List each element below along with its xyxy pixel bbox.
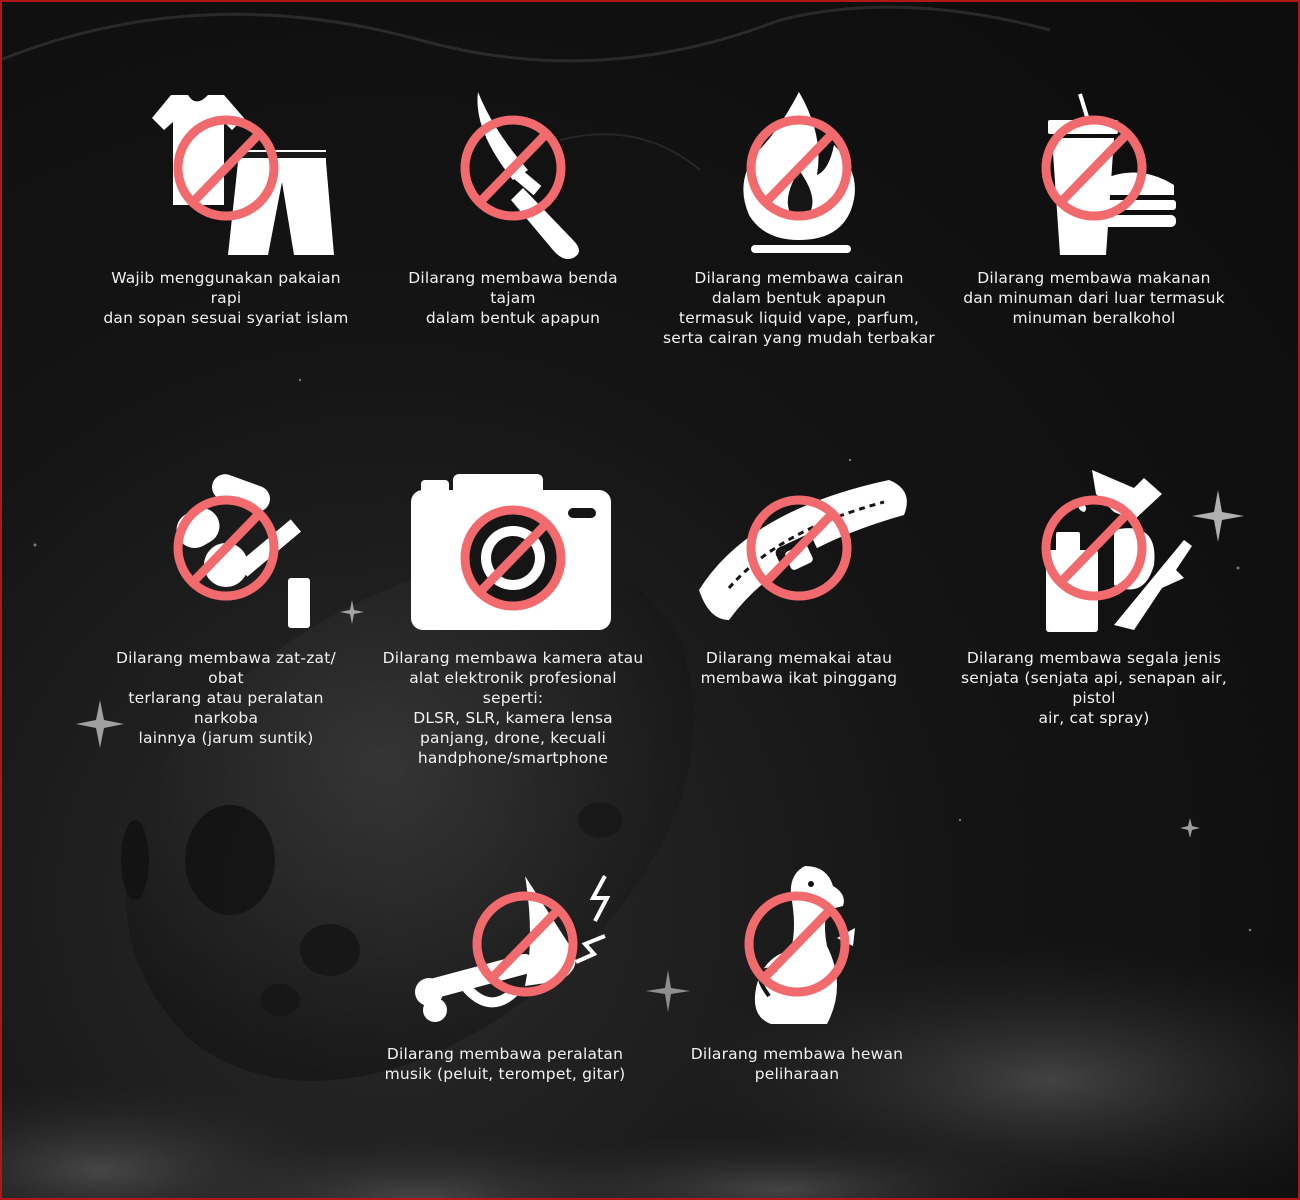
caption-line: Wajib menggunakan pakaian — [111, 269, 341, 287]
caption-line: DLSR, SLR, kamera lensa — [413, 709, 613, 727]
caption-line: terlarang atau peralatan — [128, 689, 324, 707]
rule-item-weapons — [949, 470, 1239, 728]
caption-line: musik (peluit, terompet, gitar) — [384, 1065, 626, 1083]
rule-caption — [81, 648, 371, 748]
rule-item-liquids — [654, 90, 944, 348]
rule-caption — [652, 1044, 942, 1084]
belt-icon — [689, 470, 909, 640]
caption-line: Dilarang membawa kamera atau — [382, 649, 644, 667]
rule-item-camera — [368, 470, 658, 768]
camera-icon — [403, 470, 623, 640]
drugs-icon — [116, 470, 336, 640]
rule-caption — [368, 268, 658, 328]
trumpet-icon — [395, 866, 615, 1036]
caption-line: lainnya (jarum suntik) — [138, 729, 314, 747]
caption-line: handphone/smartphone — [417, 749, 609, 767]
caption-line: Dilarang membawa makanan — [977, 269, 1211, 287]
knife-icon — [403, 90, 623, 260]
caption-line: Dilarang membawa segala jenis — [966, 649, 1222, 667]
caption-line: narkoba — [193, 709, 259, 727]
caption-line: seperti: — [482, 689, 544, 707]
rule-caption — [949, 648, 1239, 728]
rule-item-music — [360, 866, 650, 1084]
caption-line: dalam bentuk apapun — [711, 289, 887, 307]
caption-line: senjata (senjata api, senapan air, — [961, 669, 1227, 687]
rule-item-clothing — [81, 90, 371, 328]
caption-line: dalam bentuk apapun — [425, 309, 601, 327]
caption-line: serta cairan yang mudah terbakar — [662, 329, 935, 347]
caption-line: Dilarang membawa zat-zat/ — [116, 649, 336, 667]
rule-caption — [81, 268, 371, 328]
caption-line: alat elektronik profesional — [409, 669, 617, 687]
pet-icon — [687, 866, 907, 1036]
rule-caption — [654, 268, 944, 348]
rule-caption — [654, 648, 944, 688]
caption-line: Dilarang memakai atau — [705, 649, 893, 667]
caption-line: Dilarang membawa cairan — [694, 269, 904, 287]
caption-line: Dilarang membawa benda — [408, 269, 618, 287]
rule-item-food-drink — [949, 90, 1239, 328]
rule-item-sharp-objects — [368, 90, 658, 328]
rule-item-belt — [654, 470, 944, 688]
caption-line: membawa ikat pinggang — [700, 669, 898, 687]
rule-item-pets — [652, 866, 942, 1084]
caption-line: pistol — [1072, 689, 1116, 707]
caption-line: dan sopan sesuai syariat islam — [103, 309, 349, 327]
caption-line: minuman beralkohol — [1012, 309, 1176, 327]
caption-line: panjang, drone, kecuali — [419, 729, 607, 747]
weapon-icon — [984, 470, 1204, 640]
clothing-icon — [116, 90, 336, 260]
rule-caption — [360, 1044, 650, 1084]
caption-line: termasuk liquid vape, parfum, — [678, 309, 920, 327]
caption-line: Dilarang membawa hewan — [690, 1045, 904, 1063]
caption-line: rapi — [210, 289, 242, 307]
caption-line: dan minuman dari luar termasuk — [963, 289, 1225, 307]
caption-line: obat — [208, 669, 244, 687]
caption-line: Dilarang membawa peralatan — [386, 1045, 624, 1063]
rule-caption — [949, 268, 1239, 328]
rule-caption — [368, 648, 658, 768]
caption-line: peliharaan — [754, 1065, 840, 1083]
rule-item-drugs — [81, 470, 371, 748]
caption-line: air, cat spray) — [1038, 709, 1150, 727]
fire-icon — [689, 90, 909, 260]
food-drink-icon — [984, 90, 1204, 260]
caption-line: tajam — [490, 289, 536, 307]
